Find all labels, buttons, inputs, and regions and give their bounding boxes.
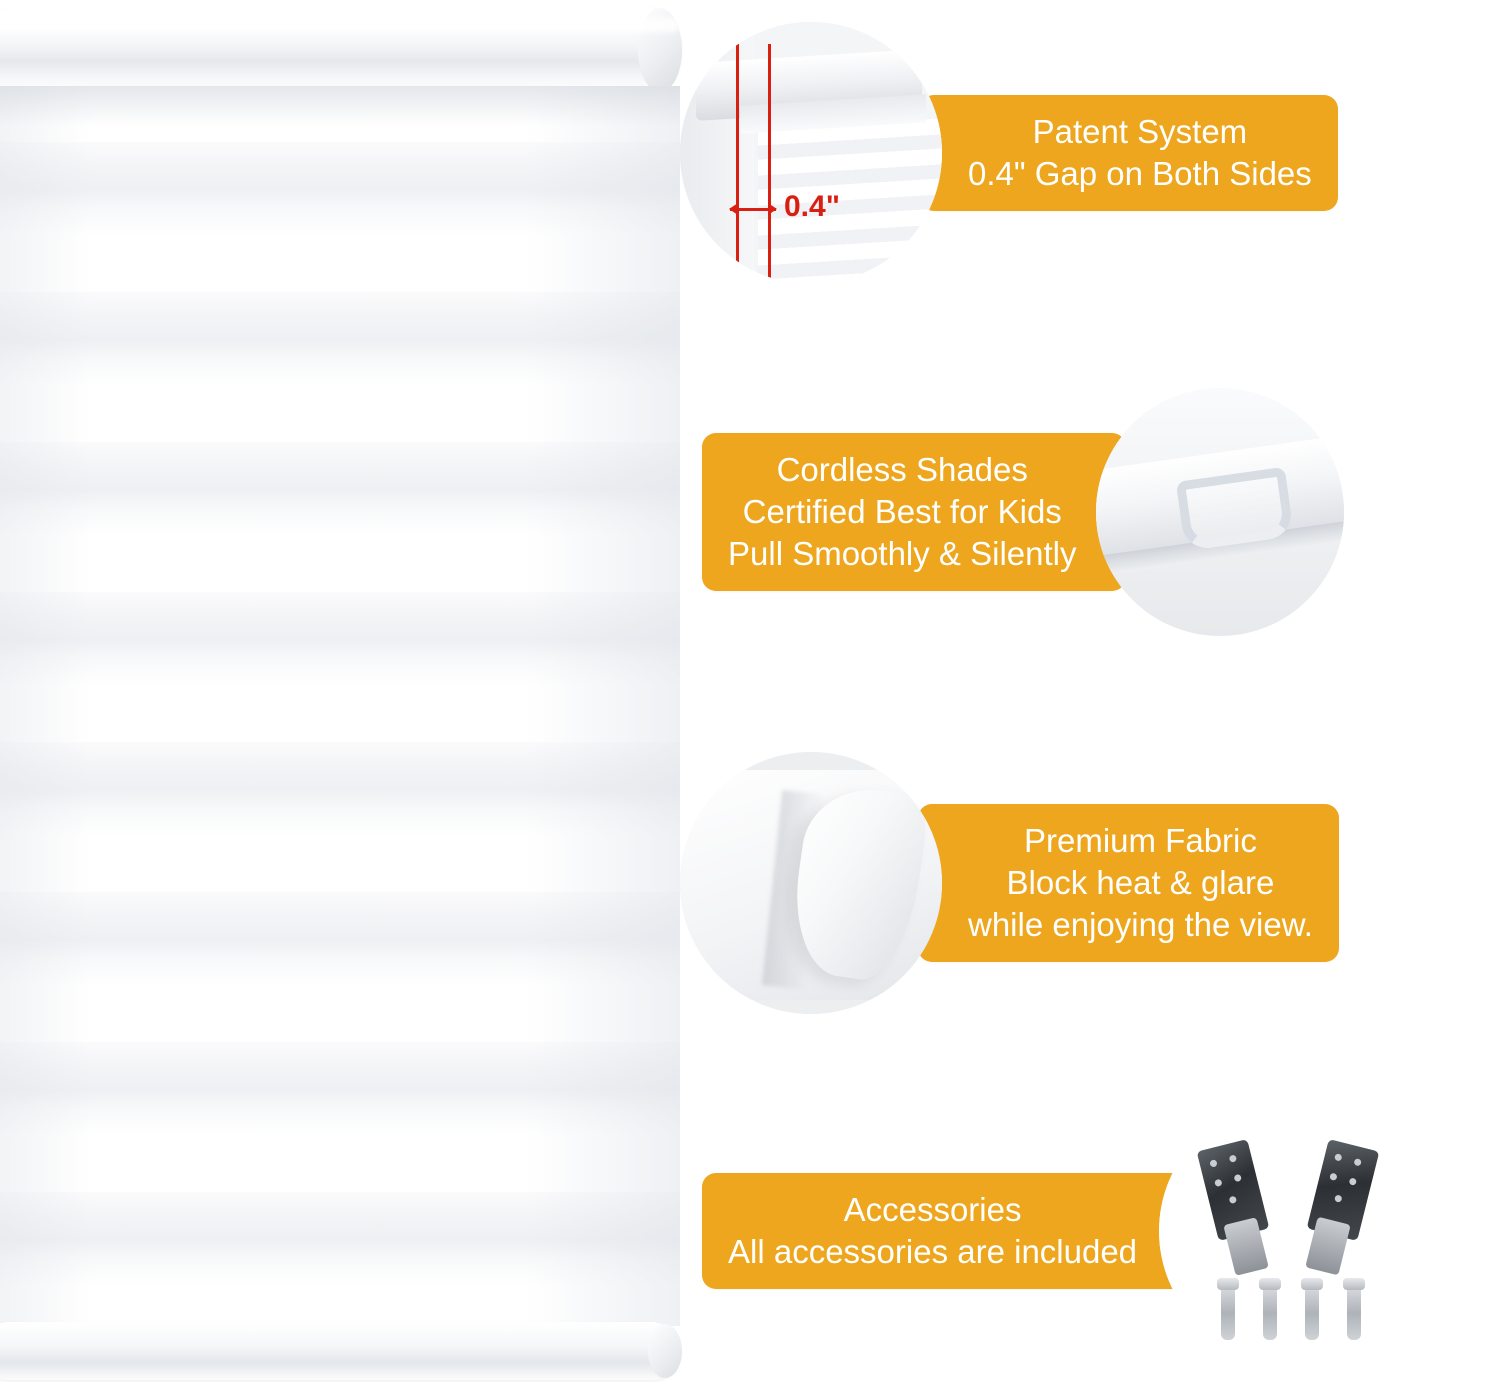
feature-accessories-callout (702, 1173, 1193, 1289)
feature-cordless-callout (702, 433, 1126, 592)
feature-accessories-line-2: All accessories are included (728, 1233, 1138, 1270)
feature-patent-line-1: Patent System (1032, 112, 1248, 150)
accessories-closeup-image (1159, 1100, 1421, 1362)
cordless-handle-closeup-image (1096, 388, 1344, 636)
product-photo (0, 0, 690, 1382)
product-headrail (0, 4, 680, 96)
mounting-bracket-right-icon (1307, 1139, 1380, 1241)
feature-fabric-line-3: while enjoying the view. (968, 906, 1313, 944)
feature-patent-line-2: 0.4" Gap on Both Sides (968, 155, 1312, 192)
bottom-rail-end-cap (648, 1324, 682, 1378)
feature-fabric-line-2: Block heat & glare (1006, 863, 1275, 901)
gap-measurement-label: 0.4" (784, 190, 840, 223)
feature-cordless-line-3: Pull Smoothly & Silently (728, 535, 1077, 573)
feature-premium-fabric (680, 752, 1339, 1014)
feature-callout-list (680, 0, 1500, 1382)
feature-patent-system (680, 22, 1338, 284)
measure-line-right (768, 44, 771, 284)
screw-icon (1347, 1286, 1361, 1340)
screw-icon (1221, 1286, 1235, 1340)
feature-fabric-callout (918, 804, 1339, 963)
product-fabric-panel (0, 86, 680, 1326)
feature-fabric-line-1: Premium Fabric (1024, 821, 1257, 859)
feature-patent-callout (920, 95, 1338, 211)
headrail-end-cap (638, 8, 682, 92)
feature-cordless-line-2: Certified Best for Kids (742, 492, 1062, 530)
feature-cordless-line-1: Cordless Shades (776, 450, 1028, 488)
feature-accessories-line-1: Accessories (843, 1190, 1022, 1228)
measure-arrow-icon (730, 208, 776, 211)
product-bottom-rail (0, 1322, 680, 1380)
measure-line-left (736, 44, 739, 284)
headrail-gap-closeup-image (680, 22, 942, 284)
mounting-bracket-left-icon (1197, 1139, 1270, 1241)
feature-cordless-shades (702, 388, 1344, 636)
screw-icon (1305, 1286, 1319, 1340)
screw-icon (1263, 1286, 1277, 1340)
fabric-swatch-closeup-image (680, 752, 942, 1014)
feature-accessories (702, 1100, 1421, 1362)
